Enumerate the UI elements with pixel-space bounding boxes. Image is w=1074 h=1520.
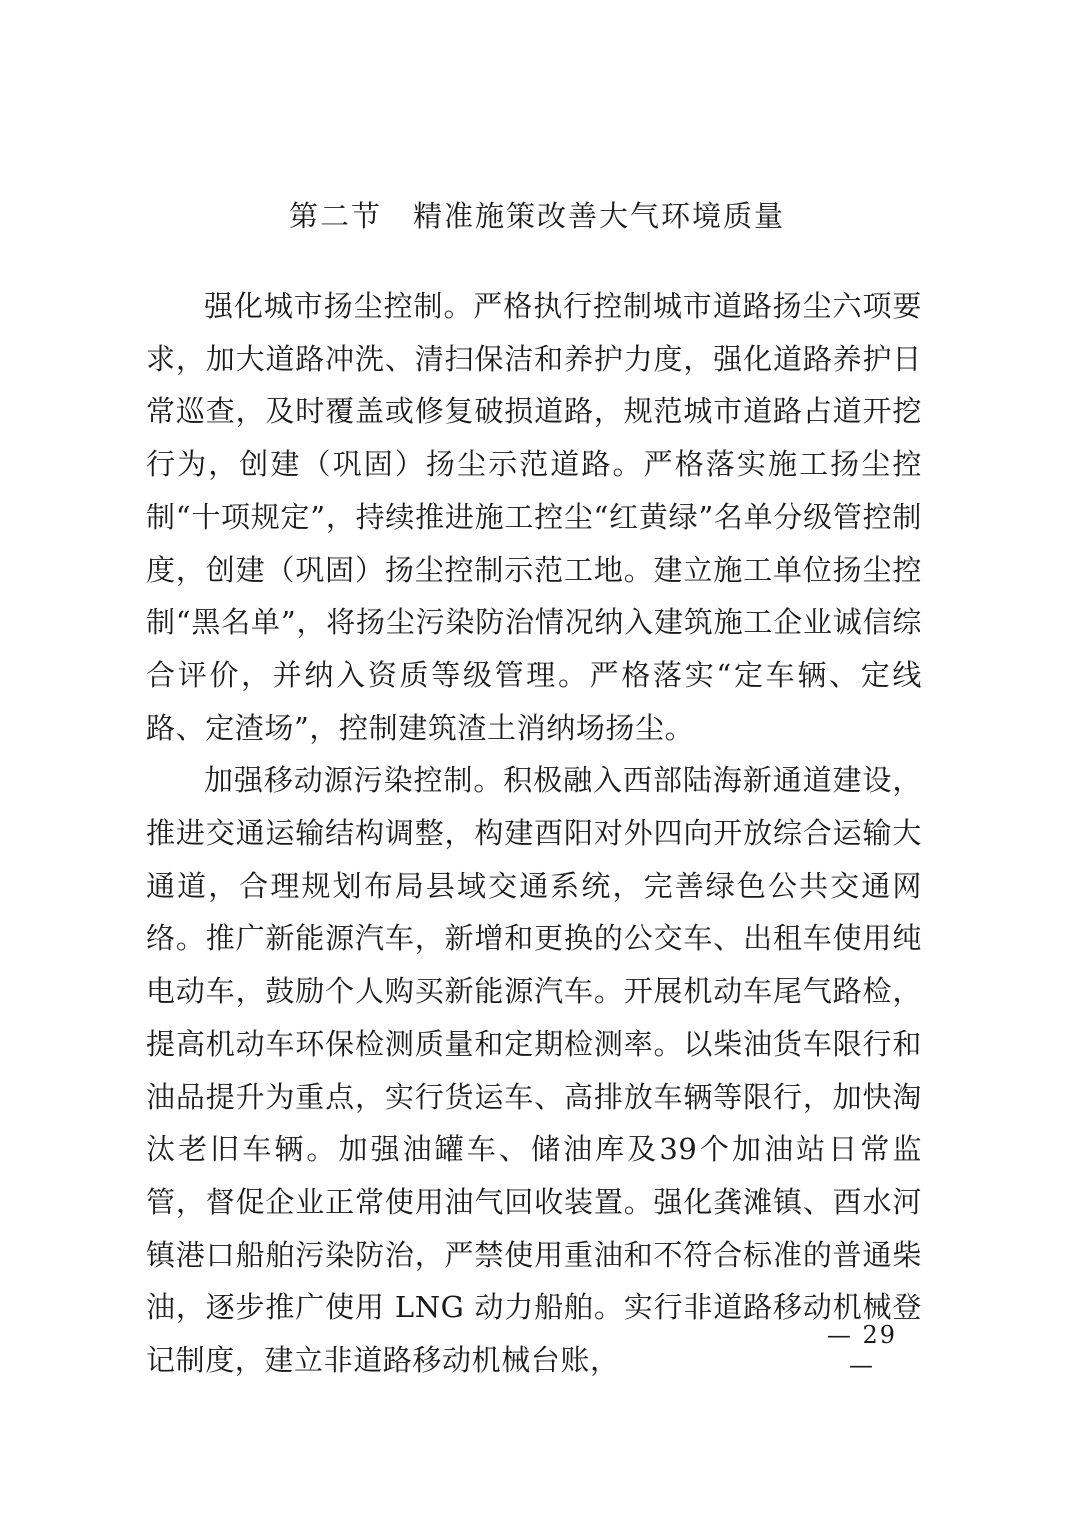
paragraph-mobile-source-control: 加强移动源污染控制。积极融入西部陆海新通道建设，推进交通运输结构调整，构建酉阳对外四向开放综合运输大通道，合理规划布局县域交通系统，完善绿色公共交通网络。推广新能源汽车，新增和更换的公交车、出租车使用纯电动车，鼓励个人购买新能源汽车。开展机动车尾气路检，提高机动车环保检测质量和定期检测率。以柴油货车限行和油品提升为重点，实行货运车、高排放车辆等限行，加快淘汰老旧车辆。加强油罐车、储油库及39个加油站日常监管，督促企业正常使用油气回收装置。强化龚滩镇、酉水河镇港口船舶污染防治，严禁使用重油和不符合标准的普通柴油，逐步推广使用 LNG 动力船舶。实行非道路移动机械登记制度，建立非道路移动机械台账， [146, 763, 922, 1378]
page-number: — 29 — [826, 1321, 898, 1379]
section-title: 第二节 精准施策改善大气环境质量 [288, 199, 785, 233]
body-text [146, 280, 922, 1387]
paragraph-dust-control: 强化城市扬尘控制。严格执行控制城市道路扬尘六项要求，加大道路冲洗、清扫保洁和养护力度，强化道路养护日常巡查，及时覆盖或修复破损道路，规范城市道路占道开挖行为，创建（巩固）扬尘示范道路。严格落实施工扬尘控制“十项规定”，持续推进施工控尘“红黄绿”名单分级管控制度，创建（巩固）扬尘控制示范工地。建立施工单位扬尘控制“黑名单”，将扬尘污染防治情况纳入建筑施工企业诚信综合评价，并纳入资质等级管理。严格落实“定车辆、定线路、定渣场”，控制建筑渣土消纳场扬尘。 [146, 289, 922, 745]
